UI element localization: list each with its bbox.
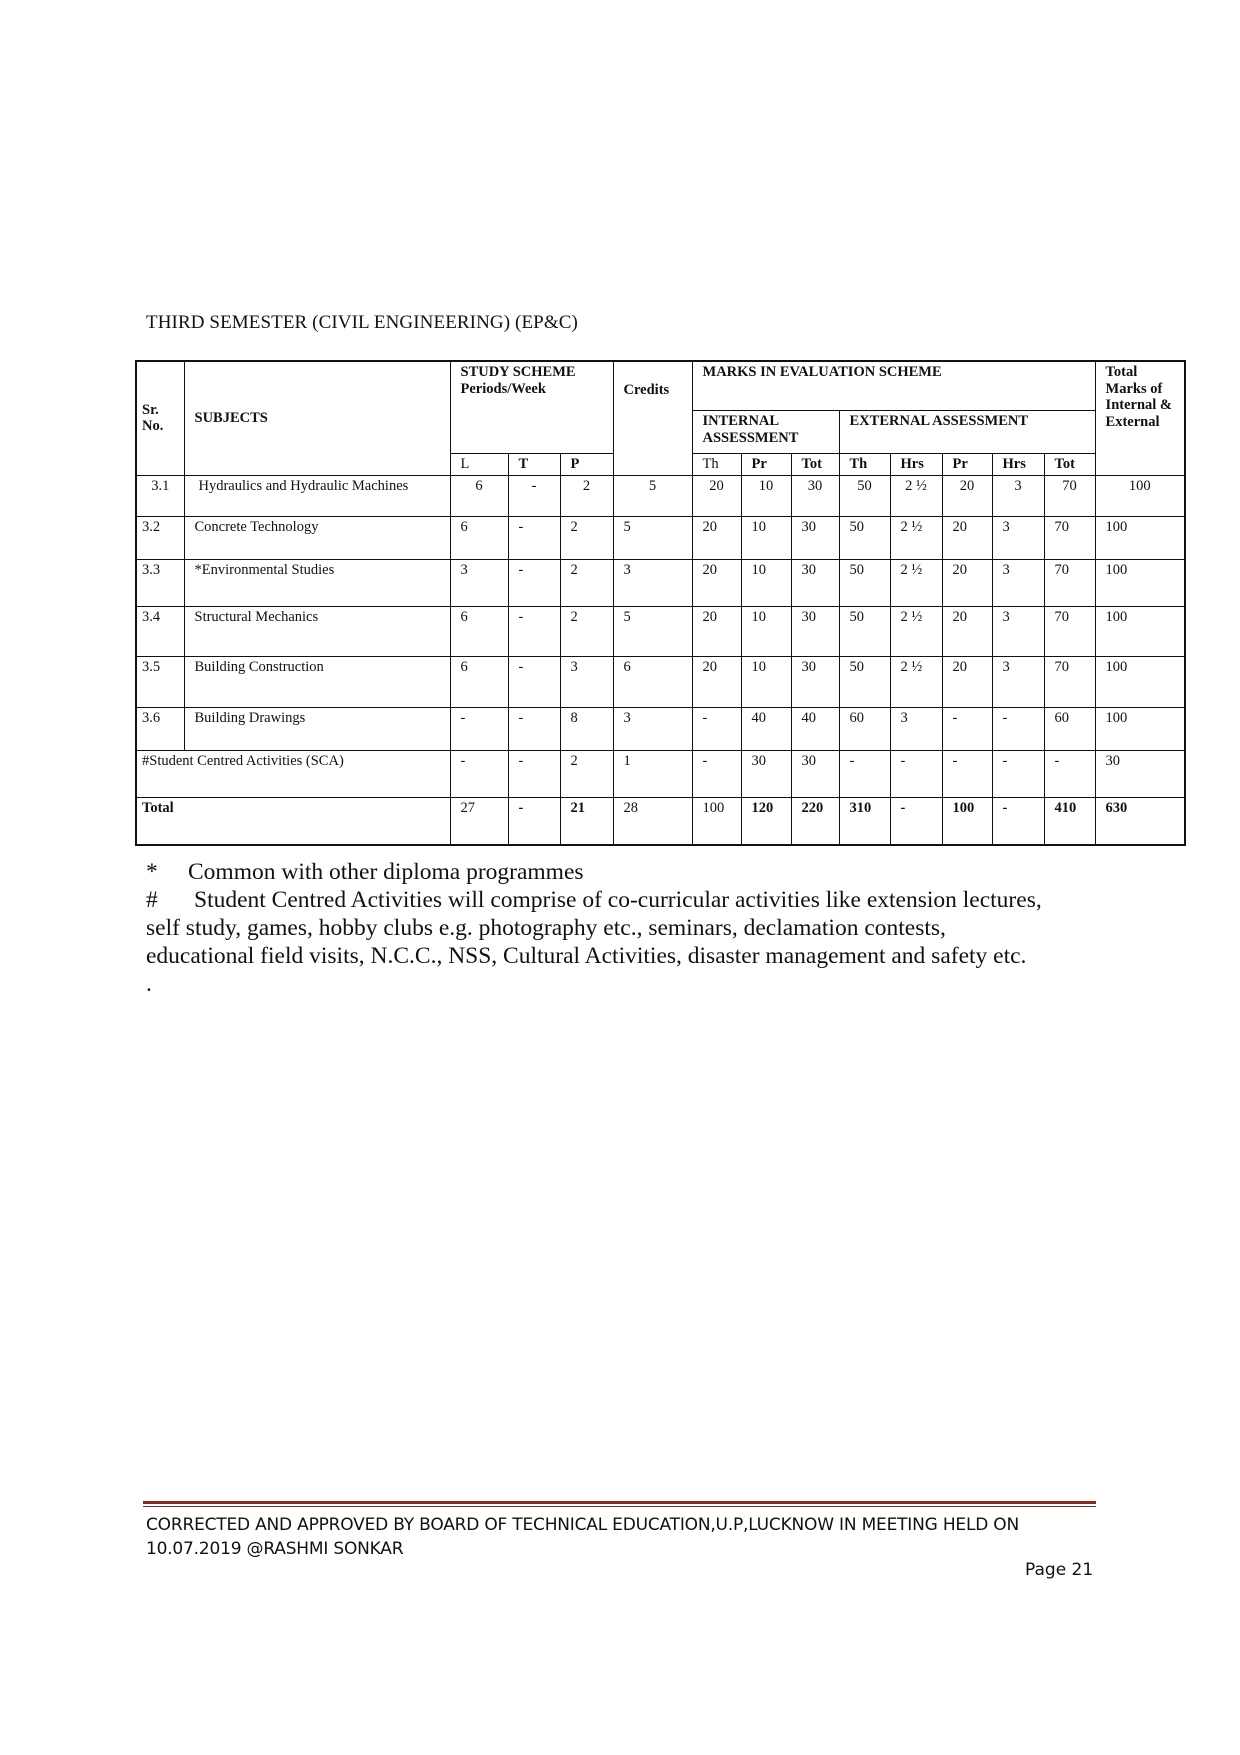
cell-ext-th: - <box>839 750 890 797</box>
cell-total: 100 <box>1095 606 1185 656</box>
cell-ext-tot: 410 <box>1044 797 1095 845</box>
header-ext-tot: Tot <box>1044 454 1095 476</box>
cell-ext-tot: 60 <box>1044 707 1095 750</box>
cell-ext-hrs: 2 ½ <box>890 656 942 707</box>
cell-int-pr: 10 <box>741 475 791 516</box>
cell-ext-hrs: 2 ½ <box>890 606 942 656</box>
cell-int-th: 20 <box>692 559 741 606</box>
cell-ext-tot: 70 <box>1044 606 1095 656</box>
note-common <box>146 858 1106 886</box>
cell-ext-th: 60 <box>839 707 890 750</box>
cell-ext-hrs: 3 <box>890 707 942 750</box>
cell-int-pr: 10 <box>741 606 791 656</box>
cell-int-tot: 30 <box>791 475 839 516</box>
cell-int-th: 20 <box>692 516 741 559</box>
cell-int-th: - <box>692 750 741 797</box>
cell-total: 100 <box>1095 707 1185 750</box>
footer-line1: CORRECTED AND APPROVED BY BOARD OF TECHNICAL EDUCATION,U.P,LUCKNOW IN MEETING HELD ON <box>146 1515 1020 1535</box>
cell-int-th: 20 <box>692 475 741 516</box>
cell-subject: Structural Mechanics <box>184 606 450 656</box>
cell-ext-th: 50 <box>839 516 890 559</box>
table-row <box>136 656 1185 707</box>
cell-total: 30 <box>1095 750 1185 797</box>
cell-ext-hrs2: 3 <box>992 475 1044 516</box>
header-study-scheme: STUDY SCHEME Periods/Week <box>450 361 613 454</box>
header-subjects: SUBJECTS <box>184 361 450 475</box>
cell-sca-label: #Student Centred Activities (SCA) <box>136 750 450 797</box>
cell-P: 2 <box>560 516 613 559</box>
cell-ext-hrs: 2 ½ <box>890 516 942 559</box>
cell-sr: 3.1 <box>136 475 184 516</box>
cell-int-th: 100 <box>692 797 741 845</box>
cell-L: - <box>450 707 508 750</box>
cell-ext-pr: - <box>942 750 992 797</box>
evaluation-scheme-table <box>135 360 1186 846</box>
cell-T: - <box>508 797 560 845</box>
header-total-marks: Total Marks of Internal & External <box>1095 361 1185 475</box>
cell-credits: 6 <box>613 656 692 707</box>
cell-ext-hrs: 2 ½ <box>890 559 942 606</box>
cell-int-tot: 220 <box>791 797 839 845</box>
note-sca-line4: . <box>146 971 152 997</box>
cell-credits: 5 <box>613 516 692 559</box>
cell-int-pr: 30 <box>741 750 791 797</box>
cell-L: 27 <box>450 797 508 845</box>
header-P: P <box>560 454 613 476</box>
cell-credits: 1 <box>613 750 692 797</box>
cell-ext-pr: 20 <box>942 606 992 656</box>
cell-ext-tot: 70 <box>1044 475 1095 516</box>
cell-int-th: - <box>692 707 741 750</box>
cell-subject: Building Drawings <box>184 707 450 750</box>
note-sca <box>146 886 1106 914</box>
header-int-th: Th <box>692 454 741 476</box>
cell-ext-th: 310 <box>839 797 890 845</box>
cell-sr: 3.3 <box>136 559 184 606</box>
cell-T: - <box>508 606 560 656</box>
cell-subject: Concrete Technology <box>184 516 450 559</box>
header-L: L <box>450 454 508 476</box>
cell-ext-hrs2: 3 <box>992 516 1044 559</box>
footer-rule-thin <box>143 1506 1096 1507</box>
cell-ext-th: 50 <box>839 559 890 606</box>
header-int-pr: Pr <box>741 454 791 476</box>
cell-total-label: Total <box>136 797 450 845</box>
header-sr: Sr. No. <box>136 361 184 475</box>
cell-L: 6 <box>450 516 508 559</box>
cell-sr: 3.5 <box>136 656 184 707</box>
header-ext-hrs2: Hrs <box>992 454 1044 476</box>
header-external: EXTERNAL ASSESSMENT <box>839 411 1095 454</box>
header-marks: MARKS IN EVALUATION SCHEME <box>692 361 1095 411</box>
cell-ext-tot: - <box>1044 750 1095 797</box>
cell-P: 21 <box>560 797 613 845</box>
note-star-mark: * <box>146 859 158 885</box>
cell-ext-pr: 20 <box>942 656 992 707</box>
cell-ext-pr: - <box>942 707 992 750</box>
cell-P: 3 <box>560 656 613 707</box>
total-row <box>136 797 1185 845</box>
note-hash-mark: # <box>146 887 158 913</box>
cell-L: 6 <box>450 475 508 516</box>
cell-int-tot: 40 <box>791 707 839 750</box>
cell-int-pr: 120 <box>741 797 791 845</box>
cell-ext-hrs2: 3 <box>992 559 1044 606</box>
note-hash-line1: Student Centred Activities will comprise of co-curricular activities like extension lectures, <box>194 887 1042 913</box>
cell-ext-hrs: - <box>890 750 942 797</box>
cell-total: 100 <box>1095 559 1185 606</box>
cell-L: 6 <box>450 656 508 707</box>
table-row <box>136 475 1185 516</box>
cell-ext-hrs2: 3 <box>992 606 1044 656</box>
note-sca-line2: self study, games, hobby clubs e.g. photography etc., seminars, declamation contests, <box>146 915 946 941</box>
cell-ext-tot: 70 <box>1044 559 1095 606</box>
header-credits: Credits <box>613 361 692 475</box>
cell-ext-hrs: - <box>890 797 942 845</box>
cell-T: - <box>508 475 560 516</box>
note-sca-line3: educational field visits, N.C.C., NSS, Cultural Activities, disaster management and safety etc. <box>146 943 1027 969</box>
cell-credits: 5 <box>613 475 692 516</box>
cell-ext-pr: 20 <box>942 559 992 606</box>
note-star-text: Common with other diploma programmes <box>188 859 584 885</box>
cell-P: 2 <box>560 475 613 516</box>
cell-ext-pr: 100 <box>942 797 992 845</box>
header-internal: INTERNAL ASSESSMENT <box>692 411 839 454</box>
cell-total: 100 <box>1095 656 1185 707</box>
cell-T: - <box>508 656 560 707</box>
page-title: THIRD SEMESTER (CIVIL ENGINEERING) (EP&C) <box>146 312 578 333</box>
cell-P: 2 <box>560 750 613 797</box>
cell-int-pr: 10 <box>741 656 791 707</box>
cell-ext-th: 50 <box>839 475 890 516</box>
table-row <box>136 707 1185 750</box>
cell-int-tot: 30 <box>791 656 839 707</box>
cell-T: - <box>508 516 560 559</box>
table-row <box>136 516 1185 559</box>
cell-ext-pr: 20 <box>942 516 992 559</box>
cell-total: 630 <box>1095 797 1185 845</box>
cell-int-tot: 30 <box>791 606 839 656</box>
cell-ext-tot: 70 <box>1044 656 1095 707</box>
header-row-1 <box>136 361 1185 411</box>
cell-T: - <box>508 750 560 797</box>
cell-subject: Hydraulics and Hydraulic Machines <box>184 475 450 516</box>
cell-int-tot: 30 <box>791 559 839 606</box>
sca-row <box>136 750 1185 797</box>
cell-credits: 3 <box>613 559 692 606</box>
cell-ext-tot: 70 <box>1044 516 1095 559</box>
cell-P: 2 <box>560 559 613 606</box>
cell-ext-th: 50 <box>839 606 890 656</box>
cell-ext-pr: 20 <box>942 475 992 516</box>
header-ext-hrs: Hrs <box>890 454 942 476</box>
cell-int-pr: 10 <box>741 516 791 559</box>
cell-P: 8 <box>560 707 613 750</box>
cell-L: 3 <box>450 559 508 606</box>
table-row <box>136 559 1185 606</box>
header-ext-pr: Pr <box>942 454 992 476</box>
cell-ext-hrs2: - <box>992 707 1044 750</box>
cell-sr: 3.6 <box>136 707 184 750</box>
cell-int-tot: 30 <box>791 750 839 797</box>
header-T: T <box>508 454 560 476</box>
cell-ext-hrs2: - <box>992 797 1044 845</box>
cell-sr: 3.4 <box>136 606 184 656</box>
footer-line2: 10.07.2019 @RASHMI SONKAR <box>146 1539 404 1559</box>
cell-ext-hrs2: 3 <box>992 656 1044 707</box>
cell-L: 6 <box>450 606 508 656</box>
table-row <box>136 606 1185 656</box>
cell-int-th: 20 <box>692 606 741 656</box>
footer-rule <box>143 1501 1096 1504</box>
cell-ext-hrs: 2 ½ <box>890 475 942 516</box>
cell-T: - <box>508 707 560 750</box>
cell-int-th: 20 <box>692 656 741 707</box>
cell-T: - <box>508 559 560 606</box>
cell-subject: Building Construction <box>184 656 450 707</box>
footer <box>146 1513 1106 1561</box>
cell-L: - <box>450 750 508 797</box>
cell-total: 100 <box>1095 516 1185 559</box>
header-int-tot: Tot <box>791 454 839 476</box>
notes <box>146 858 1106 998</box>
cell-total: 100 <box>1095 475 1185 516</box>
cell-ext-th: 50 <box>839 656 890 707</box>
cell-int-pr: 10 <box>741 559 791 606</box>
page-number: Page 21 <box>1025 1560 1094 1580</box>
cell-ext-hrs2: - <box>992 750 1044 797</box>
cell-sr: 3.2 <box>136 516 184 559</box>
cell-credits: 28 <box>613 797 692 845</box>
cell-P: 2 <box>560 606 613 656</box>
cell-credits: 5 <box>613 606 692 656</box>
cell-credits: 3 <box>613 707 692 750</box>
cell-int-tot: 30 <box>791 516 839 559</box>
header-ext-th: Th <box>839 454 890 476</box>
cell-subject: *Environmental Studies <box>184 559 450 606</box>
cell-int-pr: 40 <box>741 707 791 750</box>
